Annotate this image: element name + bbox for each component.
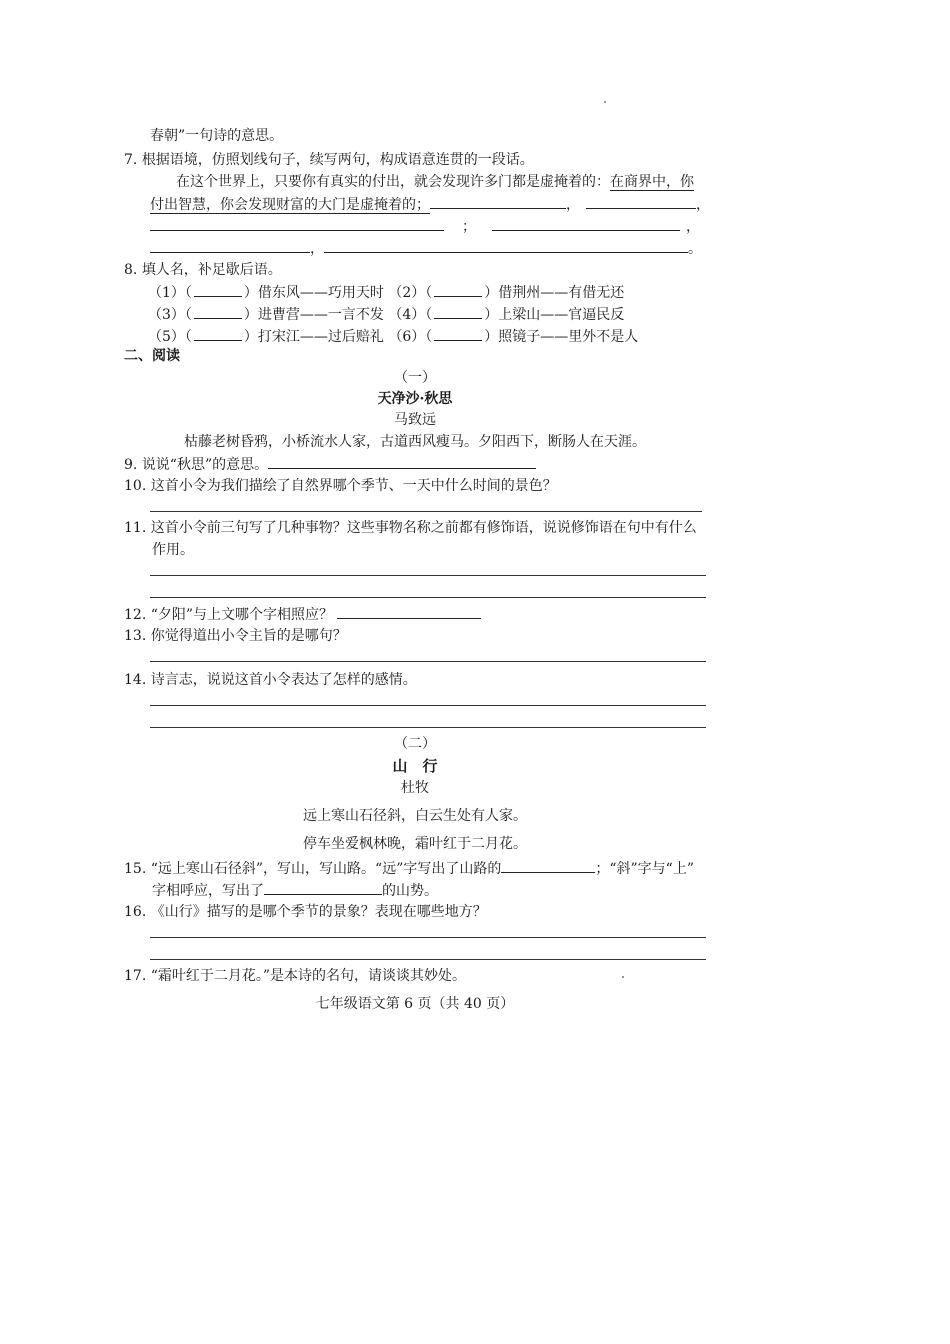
- q14-answer-line-1: [150, 705, 706, 706]
- q7-blank-1: [430, 194, 566, 209]
- q7-period: 。: [688, 241, 702, 257]
- q8-paren-open: （: [425, 329, 433, 345]
- q8-item-2: [388, 285, 624, 301]
- q8-item-number: （6）: [388, 329, 426, 345]
- q8-item-text: 借荆州——有借无还: [498, 285, 625, 301]
- q11-text-2: 作用。: [152, 542, 194, 558]
- q8-name-blank: [434, 282, 482, 297]
- q7-comma-3: ，: [686, 219, 700, 235]
- q8-paren-open: （: [425, 285, 433, 301]
- q13-answer-line: [150, 661, 706, 662]
- q8-item-number: （4）: [388, 307, 426, 323]
- q16-number: 16.: [124, 904, 147, 920]
- q7-prompt: [124, 150, 534, 170]
- q10-number: 10.: [124, 478, 147, 494]
- q8-item-number: （3）: [148, 307, 185, 323]
- q13-text: 你觉得道出小令主旨的是哪句？: [150, 628, 347, 644]
- q15-line2: [152, 880, 438, 901]
- q9-answer-blank: [268, 454, 536, 469]
- q17-text: “霜叶红于二月花。”是本诗的名句，请谈谈其妙处。: [150, 968, 467, 984]
- part2-poem-line2: 停车坐爱枫林晚，霜叶红于二月花。: [303, 836, 527, 852]
- q7-underlined-b: 付出智慧，你会发现财富的大门是虚掩着的；: [150, 197, 430, 213]
- q6-tail-text: 春朝”一句诗的意思。: [150, 128, 284, 144]
- part1-title: 天净沙·秋思: [377, 391, 453, 407]
- q15-text-a: “远上寒山石径斜”，写山，写山路。“远”字写出了山路的: [150, 861, 502, 877]
- part1-poem: 枯藤老树昏鸦，小桥流水人家，古道西风瘦马。夕阳西下，断肠人在天涯。: [184, 434, 646, 450]
- q8-item-text: 进曹营——一言不发: [257, 307, 384, 323]
- q12-number: 12.: [124, 607, 147, 623]
- q16: [124, 902, 487, 922]
- q10-answer-line: [150, 511, 702, 512]
- part1-heading: （一）: [394, 370, 436, 386]
- q8-row-2: [148, 304, 624, 325]
- part1-author: 马致远: [394, 412, 436, 428]
- q7-blank-4: [492, 216, 680, 231]
- q8-item-text: 照镜子——里外不是人: [498, 329, 639, 345]
- q7-comma-4: ，: [310, 241, 324, 257]
- q8-paren-close: ）: [484, 307, 499, 323]
- q7-comma-1: ，: [566, 197, 580, 213]
- q7-number: 7.: [124, 152, 138, 168]
- q11: [124, 518, 697, 538]
- scan-speck: [604, 101, 606, 103]
- q11-text: 这首小令前三句写了几种事物？这些事物名称之前都有修饰语，说说修饰语在句中有什么: [150, 520, 697, 536]
- q8-item-3: [148, 307, 384, 323]
- q8-name-blank: [194, 326, 242, 341]
- q16-answer-line-2: [150, 959, 706, 960]
- q10: [124, 476, 557, 496]
- q15-text-d: 的山势。: [382, 883, 438, 899]
- q15-blank-1: [501, 858, 595, 873]
- q7-underlined-a: 在商界中，你: [610, 174, 694, 190]
- q7-semicolon: ；: [462, 219, 476, 235]
- q8-item-text: 打宋江——过后赔礼: [257, 329, 384, 345]
- q8-paren-open: （: [184, 307, 192, 323]
- part2-heading: （二）: [394, 736, 436, 752]
- q13: [124, 626, 347, 646]
- q12-answer-blank: [337, 604, 481, 619]
- q16-answer-line-1: [150, 937, 706, 938]
- q17: [124, 966, 466, 986]
- q17-number: 17.: [124, 968, 147, 984]
- q7-blank-5: [150, 238, 310, 253]
- q8-item-number: （2）: [388, 285, 426, 301]
- part2-poem-line1: 远上寒山石径斜，白云生处有人家。: [303, 808, 527, 824]
- q14-number: 14.: [124, 672, 147, 688]
- q11-answer-line-2: [150, 597, 706, 598]
- q8-item-4: [388, 307, 624, 323]
- q12-text: “夕阳”与上文哪个字相照应？: [150, 607, 334, 623]
- q7-context-line1: [176, 172, 694, 192]
- q15-text-b: ；“斜”字与“上”: [595, 861, 694, 877]
- q16-text: 《山行》描写的是哪个季节的景象？表现在哪些地方？: [150, 904, 487, 920]
- q8-row-1: [148, 282, 624, 303]
- q8-item-1: [148, 285, 384, 301]
- q8-row-3: [148, 326, 638, 347]
- q6-tail: [150, 126, 283, 146]
- q7-blank-6: [324, 238, 688, 253]
- q11-answer-line-1: [150, 575, 706, 576]
- q15-blank-2: [264, 880, 382, 895]
- page-footer: 七年级语文第 6 页（共 40 页）: [315, 996, 515, 1012]
- q8-item-6: [388, 329, 638, 345]
- q8-item-number: （1）: [148, 285, 185, 301]
- q8-paren-open: （: [425, 307, 433, 323]
- q14-text: 诗言志，说说这首小令表达了怎样的感情。: [150, 672, 417, 688]
- q9: [124, 454, 536, 475]
- q7-prompt-text: 根据语境，仿照划线句子，续写两句，构成语意连贯的一段话。: [141, 152, 534, 168]
- q8-paren-close: ）: [243, 329, 258, 345]
- q7-blank-2: [586, 194, 696, 209]
- q15-number: 15.: [124, 861, 147, 877]
- q15: [124, 858, 694, 879]
- q8-paren-close: ）: [243, 285, 258, 301]
- part2-title: 山 行: [392, 757, 438, 775]
- part2-author: 杜牧: [401, 780, 429, 796]
- q7-context-line2: [150, 194, 710, 215]
- q7-blank-3: [150, 216, 444, 231]
- q9-text: 说说“秋思”的意思。: [141, 457, 269, 473]
- q8-prompt-text: 填人名，补足歇后语。: [141, 262, 282, 278]
- q8-name-blank: [194, 304, 242, 319]
- q8-paren-close: ）: [484, 329, 499, 345]
- q8-paren-close: ）: [484, 285, 499, 301]
- q8-name-blank: [194, 282, 242, 297]
- q8-name-blank: [434, 326, 482, 341]
- q8-number: 8.: [124, 262, 138, 278]
- q11-number: 11.: [124, 520, 147, 536]
- section-2-heading: 二、阅读: [124, 348, 180, 364]
- q8-item-text: 上梁山——官逼民反: [498, 307, 625, 323]
- q8-item-5: [148, 329, 384, 345]
- q7-context-plain: 在这个世界上，只要你有真实的付出，就会发现许多门都是虚掩着的：: [176, 174, 610, 190]
- q12: [124, 604, 481, 625]
- q14-answer-line-2: [150, 727, 706, 728]
- q15-text-c: 字相呼应，写出了: [152, 883, 264, 899]
- scan-speck: [622, 976, 624, 978]
- q14: [124, 670, 417, 690]
- q7-blank-line4: [150, 238, 702, 259]
- q7-blank-line3: [150, 216, 700, 237]
- q8-prompt: [124, 260, 282, 280]
- q8-name-blank: [434, 304, 482, 319]
- q8-item-number: （5）: [148, 329, 185, 345]
- q8-paren-close: ）: [243, 307, 258, 323]
- q8-paren-open: （: [184, 329, 192, 345]
- q8-paren-open: （: [184, 285, 192, 301]
- q10-text: 这首小令为我们描绘了自然界哪个季节、一天中什么时间的景色？: [150, 478, 557, 494]
- q9-number: 9.: [124, 457, 138, 473]
- q13-number: 13.: [124, 628, 147, 644]
- q7-comma-2: ，: [696, 197, 710, 213]
- q8-item-text: 借东风——巧用天时: [257, 285, 384, 301]
